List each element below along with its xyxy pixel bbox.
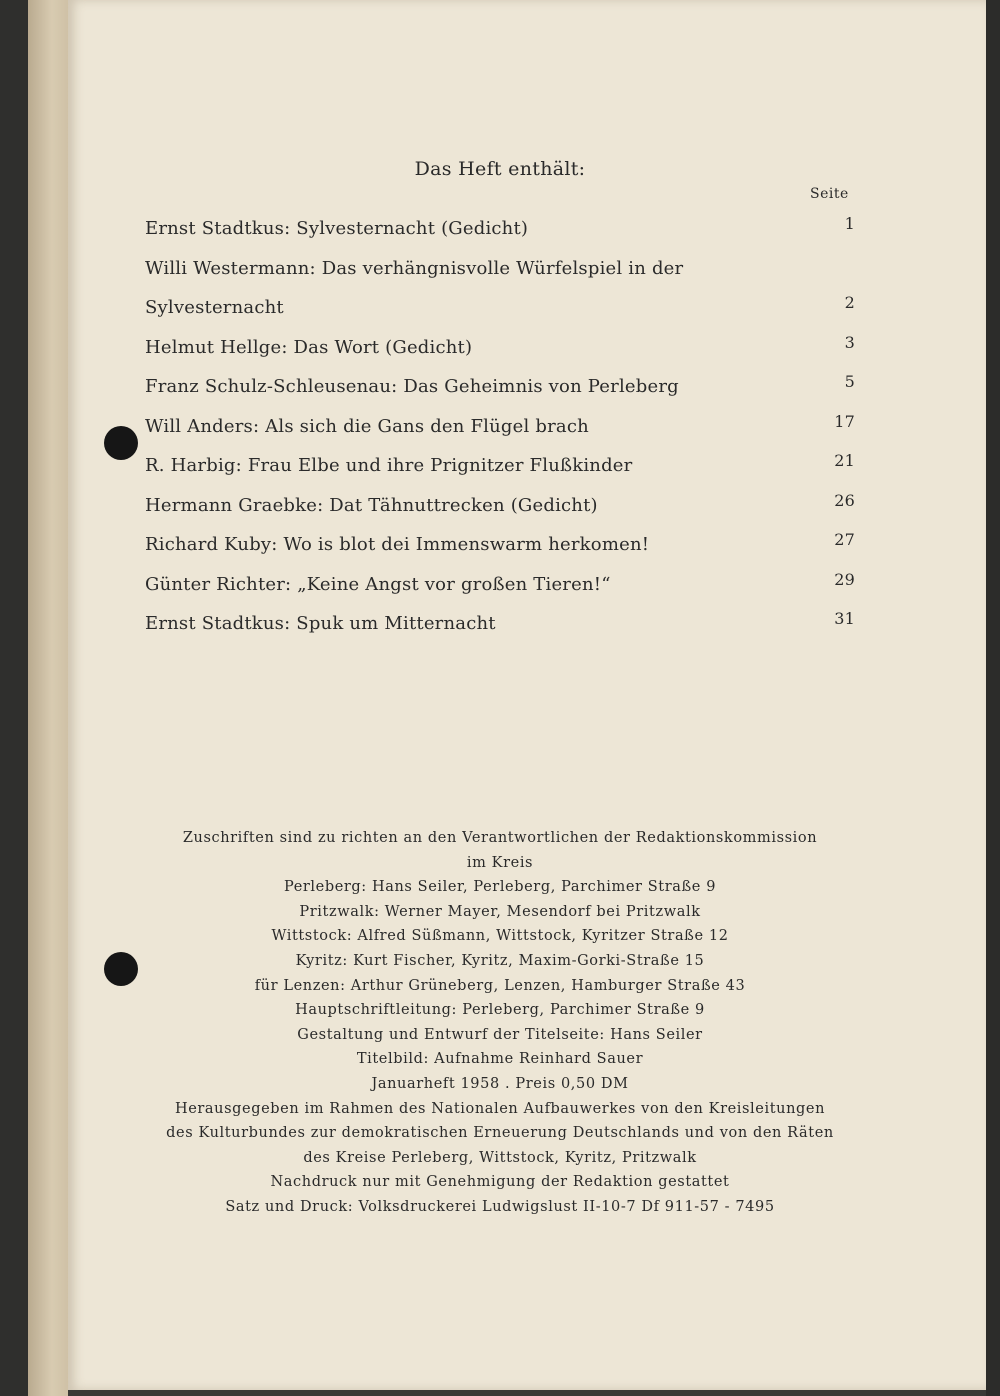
toc-entry-title: Ernst Stadtkus: Sylvesternacht (Gedicht) [145,218,529,239]
page-column-label: Seite [810,186,849,202]
toc-entry [145,258,855,298]
table-of-contents [145,214,855,653]
toc-entry-page: 17 [834,411,855,431]
imprint-line: Kyritz: Kurt Fischer, Kyritz, Maxim-Gorki-Straße 15 [295,952,705,969]
toc-entry [145,609,855,653]
binding-shadow [0,0,28,1396]
imprint-line: Nachdruck nur mit Genehmigung der Redaktion gestattet [270,1174,730,1191]
imprint-line: Januarheft 1958 . Preis 0,50 DM [371,1075,629,1092]
toc-entry [145,214,855,258]
toc-entry [145,411,855,456]
toc-entry [145,451,855,495]
toc-entry-title: Ernst Stadtkus: Spuk um Mitternacht [145,613,496,634]
toc-entry-title: Sylvesternacht [145,297,284,318]
toc-entry-page: 3 [844,332,855,352]
toc-entry [145,332,855,377]
imprint-line: Gestaltung und Entwurf der Titelseite: Hans Seiler [297,1026,703,1043]
toc-entry-title: Willi Westermann: Das verhängnisvolle Würfelspiel in der [145,257,684,279]
toc-entry-title: R. Harbig: Frau Elbe und ihre Prignitzer Flußkinder [145,455,633,476]
toc-entry-page: 1 [844,214,855,233]
imprint-line: Herausgegeben im Rahmen des Nationalen Aufbauwerkes von den Kreisleitungen [174,1100,826,1117]
toc-entry-title: Will Anders: Als sich die Gans den Flügel brach [145,415,589,437]
toc-entry-page: 2 [844,293,855,312]
toc-entry-title: Helmut Hellge: Das Wort (Gedicht) [145,336,473,358]
scan-border [986,0,1000,1396]
toc-entry [145,569,855,614]
imprint-line: im Kreis [466,854,534,871]
imprint-line: Titelbild: Aufnahme Reinhard Sauer [356,1051,644,1068]
toc-heading: Das Heft enthält: [414,158,586,180]
imprint-block [110,826,890,1220]
toc-entry [145,490,855,535]
toc-entry-page: 29 [834,569,855,589]
toc-entry [145,372,855,416]
imprint-line: Satz und Druck: Volksdruckerei Ludwigslust II-10-7 Df 911-57 - 7495 [225,1198,775,1215]
imprint-line: Hauptschriftleitung: Perleberg, Parchimer Straße 9 [295,1002,705,1019]
toc-entry [145,293,855,337]
imprint-line: des Kreise Perleberg, Wittstock, Kyritz, Pritzwalk [303,1149,697,1166]
imprint-line: für Lenzen: Arthur Grüneberg, Lenzen, Hamburger Straße 43 [254,977,746,994]
toc-entry-title: Hermann Graebke: Dat Tähnuttrecken (Gedicht) [145,494,598,516]
imprint-line: Zuschriften sind zu richten an den Verantwortlichen der Redaktionskommission [182,830,818,846]
toc-entry-page: 31 [834,609,855,628]
imprint-line: des Kulturbundes zur demokratischen Erneuerung Deutschlands und von den Räten [166,1125,834,1142]
imprint-line: Wittstock: Alfred Süßmann, Wittstock, Kyritzer Straße 12 [271,928,729,945]
toc-entry-page: 26 [834,490,855,510]
toc-entry-title: Franz Schulz-Schleusenau: Das Geheimnis von Perleberg [145,376,679,397]
toc-entry-page: 5 [844,372,855,391]
toc-entry-page: 27 [834,530,855,549]
cover-edge [28,0,68,1396]
toc-entry-title: Richard Kuby: Wo is blot dei Immenswarm herkomen! [145,534,650,555]
toc-entry [145,530,855,574]
imprint-line: Pritzwalk: Werner Mayer, Mesendorf bei Pritzwalk [299,903,701,920]
imprint-line: Perleberg: Hans Seiler, Perleberg, Parchimer Straße 9 [283,879,717,896]
toc-entry-title: Günter Richter: „Keine Angst vor großen Tieren!“ [145,573,611,595]
toc-entry-page: 21 [834,451,855,470]
punch-hole [104,426,138,460]
